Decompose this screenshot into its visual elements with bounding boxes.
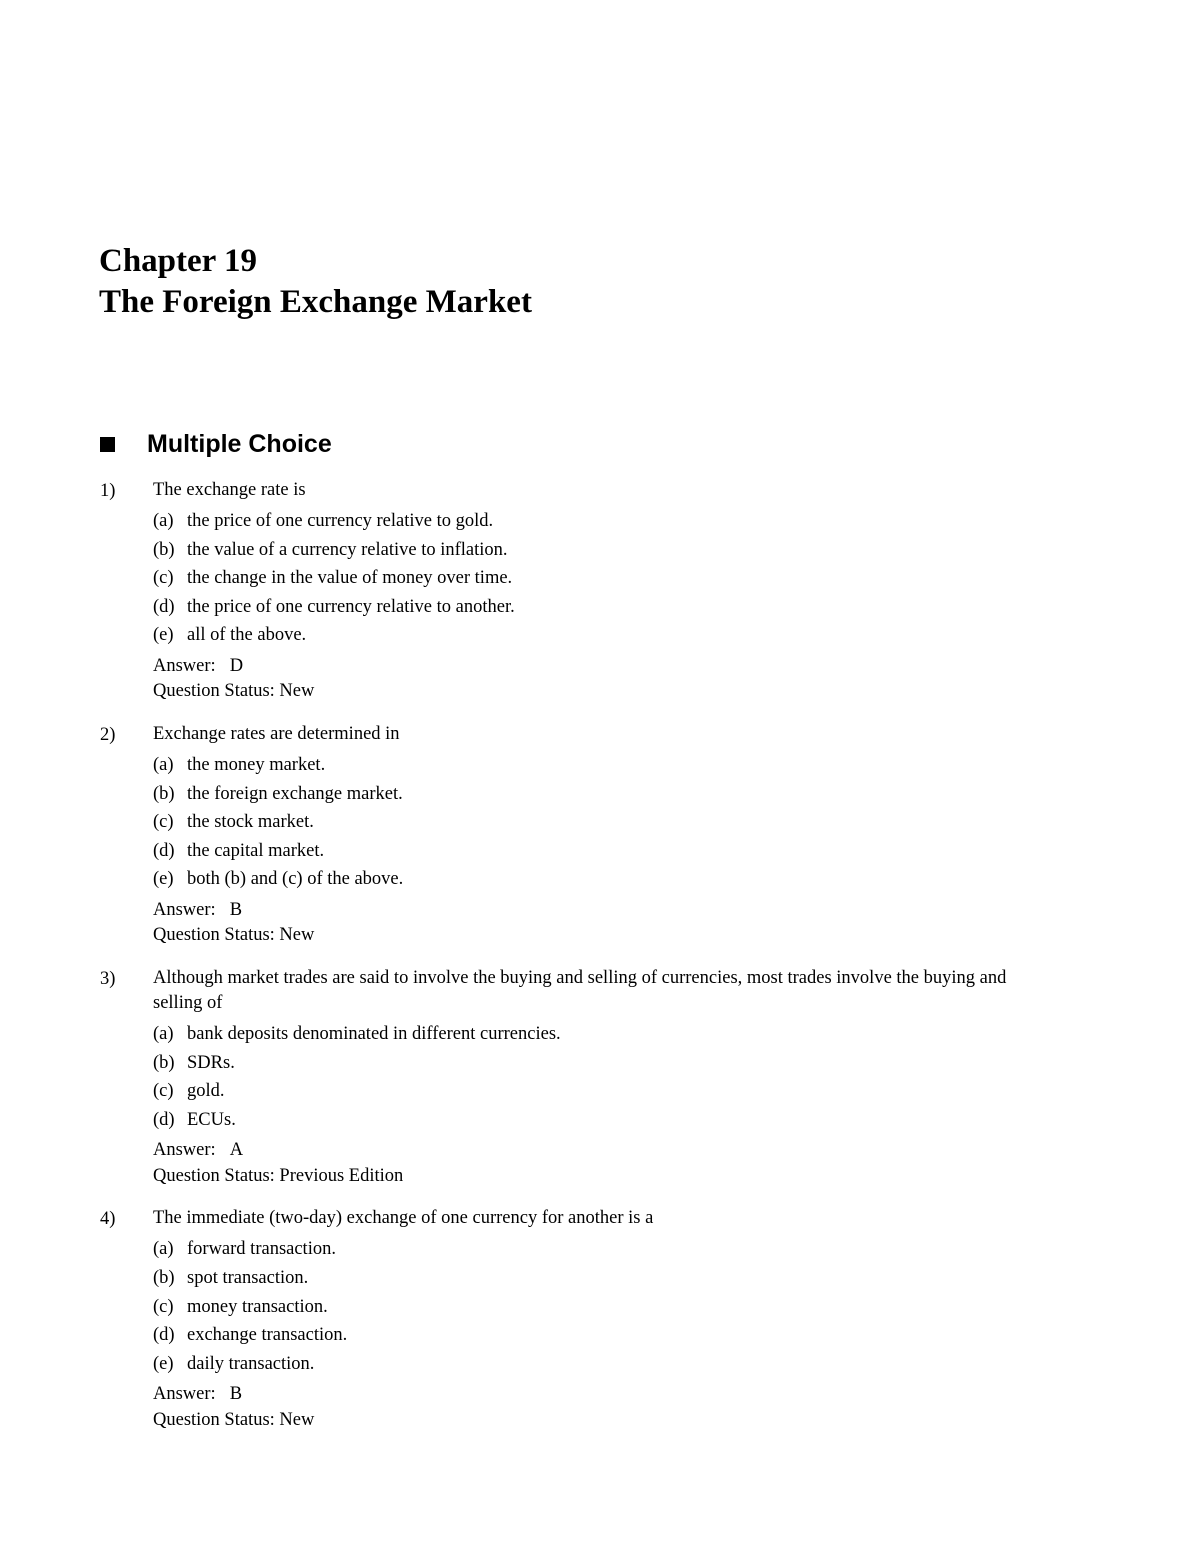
- answer-option: [153, 621, 1060, 650]
- option-text: daily transaction.: [187, 1353, 315, 1374]
- answer-line: [153, 1382, 1060, 1408]
- question-stem: Although market trades are said to involve the buying and selling of currencies, most trades involve the buying and selling of: [153, 967, 1007, 1013]
- answer-option: [153, 1235, 1060, 1264]
- option-letter: (d): [153, 1109, 175, 1130]
- option-letter: (d): [153, 1325, 175, 1346]
- question-status: Question Status: New: [153, 681, 315, 702]
- answer-block: [153, 1138, 1060, 1189]
- answer-block: [153, 1382, 1060, 1433]
- answer-label: Answer:: [153, 655, 216, 676]
- option-list: [153, 751, 1060, 894]
- option-letter: (b): [153, 1267, 175, 1288]
- option-letter: (a): [153, 1239, 174, 1260]
- question-stem: The exchange rate is: [153, 480, 306, 500]
- option-text: exchange transaction.: [187, 1325, 348, 1346]
- option-letter: (d): [153, 596, 175, 617]
- question-item: [100, 1206, 1060, 1433]
- option-text: SDRs.: [187, 1052, 235, 1073]
- answer-option: [153, 1020, 1060, 1049]
- answer-option: [153, 507, 1060, 536]
- question-status: Question Status: Previous Edition: [153, 1165, 404, 1186]
- answer-value: D: [229, 655, 244, 676]
- option-letter: (b): [153, 539, 175, 560]
- answer-option: [153, 1321, 1060, 1350]
- answer-block: [153, 898, 1060, 949]
- answer-value: B: [229, 1384, 243, 1405]
- chapter-number: Chapter 19: [99, 243, 257, 279]
- option-text: the stock market.: [187, 812, 314, 833]
- option-letter: (e): [153, 625, 174, 646]
- option-letter: (a): [153, 511, 174, 531]
- option-text: all of the above.: [187, 625, 307, 646]
- option-text: the capital market.: [187, 840, 325, 861]
- answer-line: [153, 654, 1060, 680]
- answer-option: [153, 1264, 1060, 1293]
- answer-option: [153, 1049, 1060, 1078]
- option-letter: (e): [153, 1353, 174, 1374]
- option-text: gold.: [187, 1081, 225, 1102]
- answer-option: [153, 1350, 1060, 1379]
- answer-option: [153, 780, 1060, 809]
- option-text: the foreign exchange market.: [187, 783, 403, 804]
- option-letter: (b): [153, 1052, 175, 1073]
- option-text: both (b) and (c) of the above.: [187, 869, 404, 890]
- option-text: the money market.: [187, 754, 326, 775]
- answer-line: [153, 898, 1060, 924]
- question-status: Question Status: New: [153, 925, 315, 946]
- square-bullet-icon: [100, 437, 115, 452]
- question-stem: The immediate (two-day) exchange of one currency for another is a: [153, 1208, 654, 1229]
- question-number: 1): [100, 481, 116, 501]
- option-text: the value of a currency relative to inflation.: [187, 539, 508, 560]
- question-list: [100, 478, 1060, 1450]
- option-letter: (c): [153, 1081, 174, 1102]
- question-number: 3): [100, 968, 116, 989]
- option-letter: (b): [153, 783, 175, 804]
- question-number: 4): [100, 1209, 116, 1230]
- option-text: spot transaction.: [187, 1267, 309, 1288]
- option-list: [153, 1020, 1060, 1134]
- option-letter: (d): [153, 840, 175, 861]
- question-stem: Exchange rates are determined in: [153, 723, 400, 744]
- question-number: 2): [100, 724, 116, 745]
- answer-option: [153, 536, 1060, 565]
- answer-option: [153, 865, 1060, 894]
- option-letter: (e): [153, 869, 174, 890]
- answer-option: [153, 564, 1060, 593]
- option-text: bank deposits denominated in different currencies.: [187, 1023, 561, 1044]
- answer-block: [153, 654, 1060, 705]
- option-text: money transaction.: [187, 1296, 328, 1317]
- option-letter: (c): [153, 568, 174, 589]
- option-text: forward transaction.: [187, 1239, 336, 1260]
- question-item: [100, 966, 1060, 1189]
- chapter-title: The Foreign Exchange Market: [99, 284, 532, 320]
- option-text: the change in the value of money over time.: [187, 568, 513, 589]
- answer-option: [153, 837, 1060, 866]
- option-list: [153, 1235, 1060, 1378]
- option-text: the price of one currency relative to gold.: [187, 511, 494, 531]
- answer-value: A: [229, 1140, 244, 1161]
- answer-line: [153, 1138, 1060, 1164]
- option-letter: (a): [153, 754, 174, 775]
- section-title: Multiple Choice: [147, 429, 332, 458]
- option-letter: (c): [153, 812, 174, 833]
- question-item: [100, 478, 1060, 705]
- answer-value: B: [229, 899, 243, 920]
- answer-label: Answer:: [153, 899, 216, 920]
- answer-option: [153, 751, 1060, 780]
- question-item: [100, 722, 1060, 949]
- option-text: the price of one currency relative to another.: [187, 596, 515, 617]
- answer-option: [153, 1293, 1060, 1322]
- answer-option: [153, 1077, 1060, 1106]
- answer-option: [153, 808, 1060, 837]
- question-status: Question Status: New: [153, 1409, 315, 1430]
- option-text: ECUs.: [187, 1109, 236, 1130]
- option-list: [153, 507, 1060, 650]
- answer-label: Answer:: [153, 1384, 216, 1405]
- answer-label: Answer:: [153, 1140, 216, 1161]
- answer-option: [153, 1106, 1060, 1135]
- section-heading: [100, 427, 332, 461]
- chapter-heading: [99, 241, 532, 323]
- option-letter: (c): [153, 1296, 174, 1317]
- option-letter: (a): [153, 1023, 174, 1044]
- answer-option: [153, 593, 1060, 622]
